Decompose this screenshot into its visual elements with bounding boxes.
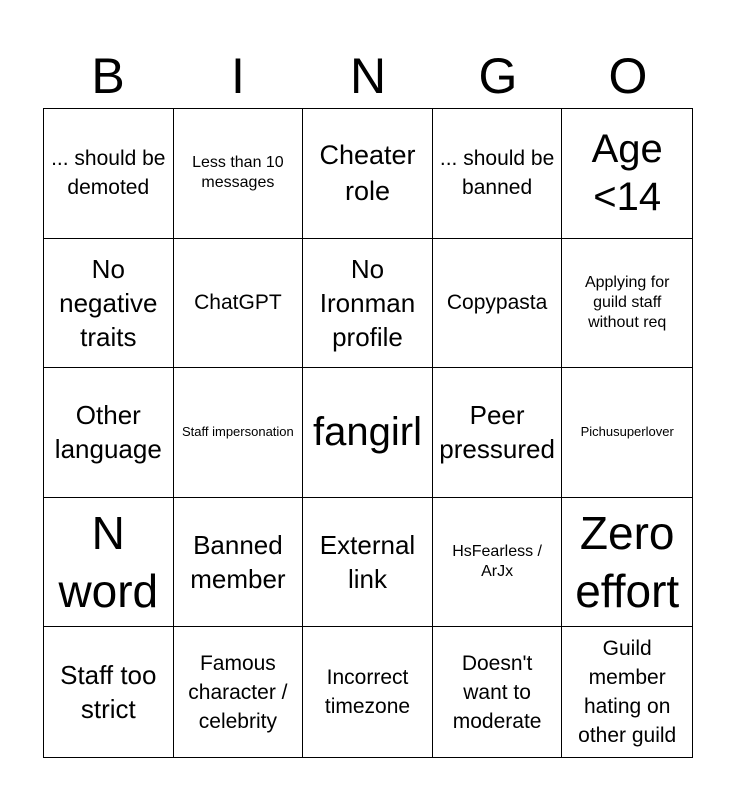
bingo-cell[interactable]: Age <14 <box>562 109 692 239</box>
header-letter-b: B <box>91 48 125 104</box>
bingo-cell[interactable]: Other language <box>44 368 174 498</box>
bingo-header <box>43 44 693 108</box>
header-letter-o: O <box>608 48 648 104</box>
header-letter-i: I <box>231 48 245 104</box>
bingo-cell[interactable]: N word <box>44 498 174 628</box>
bingo-grid <box>43 108 693 758</box>
bingo-cell[interactable]: Famous character / celebrity <box>174 627 304 757</box>
header-letter-g: G <box>478 48 518 104</box>
bingo-cell[interactable]: Peer pressured <box>433 368 563 498</box>
bingo-cell[interactable]: No negative traits <box>44 239 174 369</box>
bingo-cell[interactable]: Zero effort <box>562 498 692 628</box>
bingo-cell[interactable]: Doesn't want to moderate <box>433 627 563 757</box>
bingo-cell[interactable]: Banned member <box>174 498 304 628</box>
bingo-cell[interactable]: Less than 10 messages <box>174 109 304 239</box>
bingo-cell[interactable]: Pichusuperlover <box>562 368 692 498</box>
bingo-cell[interactable]: External link <box>303 498 433 628</box>
bingo-cell[interactable]: Copypasta <box>433 239 563 369</box>
bingo-cell[interactable]: Applying for guild staff without req <box>562 239 692 369</box>
bingo-cell[interactable]: No Ironman profile <box>303 239 433 369</box>
bingo-cell[interactable]: ... should be banned <box>433 109 563 239</box>
bingo-cell[interactable]: Cheater role <box>303 109 433 239</box>
bingo-cell[interactable]: Staff impersonation <box>174 368 304 498</box>
bingo-cell[interactable]: Staff too strict <box>44 627 174 757</box>
bingo-cell[interactable]: fangirl <box>303 368 433 498</box>
bingo-cell[interactable]: ChatGPT <box>174 239 304 369</box>
bingo-cell[interactable]: HsFearless / ArJx <box>433 498 563 628</box>
bingo-cell[interactable]: Incorrect timezone <box>303 627 433 757</box>
bingo-cell[interactable]: ... should be demoted <box>44 109 174 239</box>
bingo-cell[interactable]: Guild member hating on other guild <box>578 637 677 748</box>
header-letter-n: N <box>349 48 387 104</box>
